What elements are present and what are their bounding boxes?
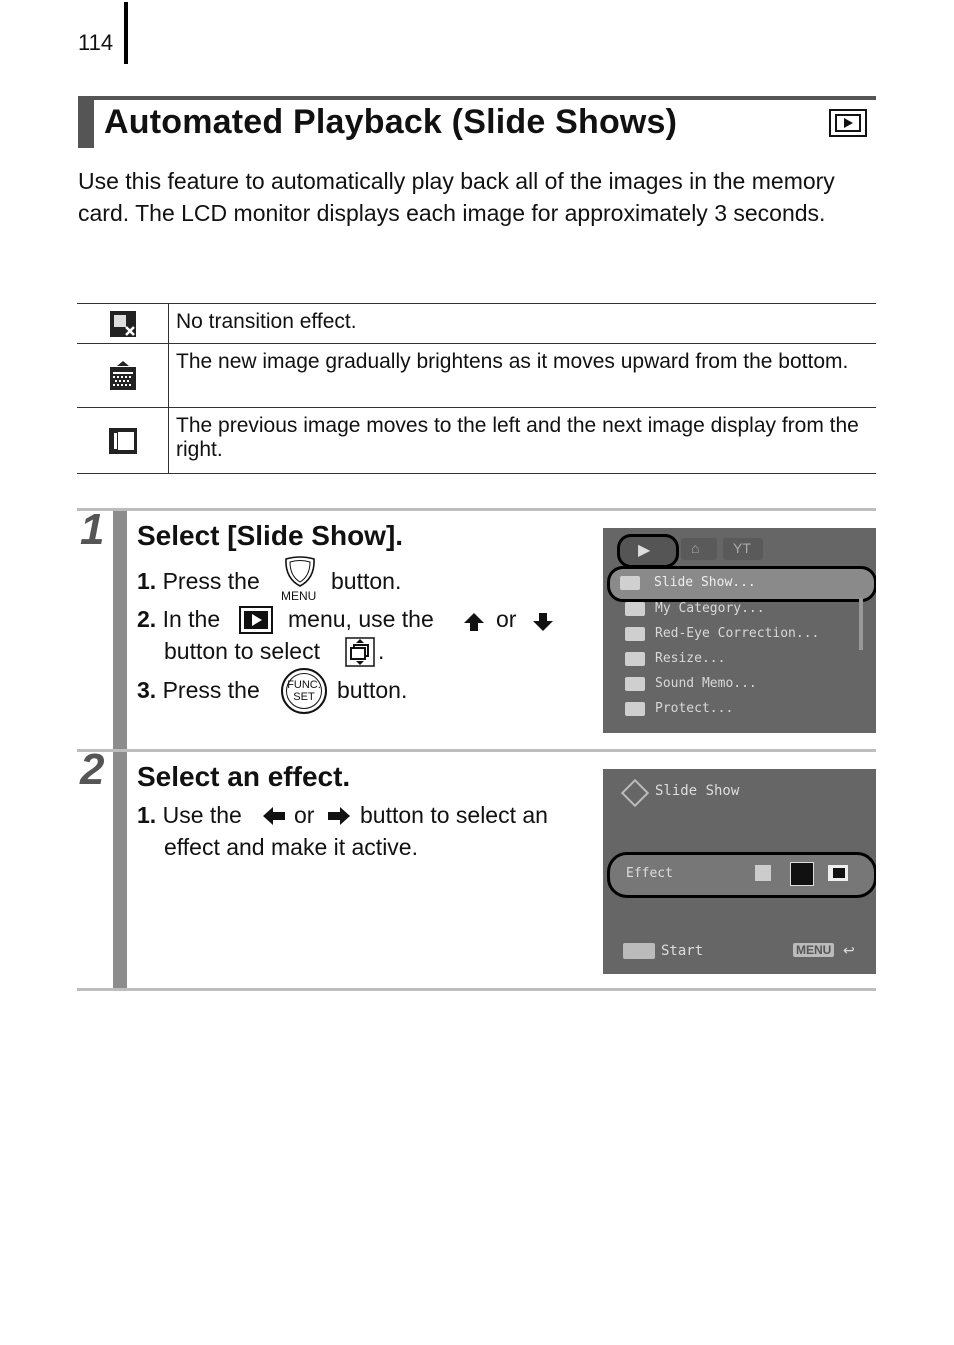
slide-show-screen <box>603 769 876 974</box>
step-text: or <box>294 802 315 828</box>
menu-item-protect[interactable] <box>621 698 857 720</box>
start-label: Start <box>661 943 704 959</box>
menu-item-my-category[interactable] <box>621 598 857 620</box>
step-text: button to select <box>164 638 320 664</box>
tab-playback <box>617 534 679 568</box>
step-number: 1. <box>137 568 157 594</box>
slide-show-icon <box>345 637 375 667</box>
tab-print <box>681 538 717 560</box>
right-arrow-icon <box>327 806 351 826</box>
step-2-line-1 <box>137 802 242 829</box>
header-marker <box>78 100 94 148</box>
set-label: SET <box>293 691 315 703</box>
step-2-top-rule <box>77 749 876 752</box>
no-transition-icon <box>109 310 137 338</box>
playback-mode-icon <box>829 109 867 137</box>
menu-item-label: Protect... <box>655 701 734 716</box>
menu-item-resize[interactable] <box>621 648 857 670</box>
menu-scrollbar[interactable] <box>859 598 863 650</box>
page-number: 114 <box>78 30 114 55</box>
effect-description: The previous image moves to the left and the next image display from the right. <box>169 408 877 474</box>
effect-label: Effect <box>626 866 673 881</box>
menu-item-label: Resize... <box>655 651 726 666</box>
fade-option-icon[interactable] <box>790 862 814 886</box>
step-2-heading: Select an effect. <box>137 761 351 792</box>
step-1-number: 1 <box>80 505 105 554</box>
screen-title: Slide Show <box>655 783 740 799</box>
step-1-top-rule <box>77 508 876 511</box>
page-number-bar <box>124 2 128 64</box>
effect-description: The new image gradually brightens as it moves upward from the bottom. <box>169 344 877 408</box>
tab-label: ▶ <box>638 542 651 559</box>
header-rule <box>78 96 876 100</box>
step-number: 3. <box>137 677 157 703</box>
effect-row <box>77 344 876 408</box>
step-2-bottom-rule <box>77 988 876 991</box>
page-title: Automated Playback (Slide Shows) <box>104 103 678 141</box>
up-arrow-icon <box>463 612 485 632</box>
step-text: . <box>378 638 385 664</box>
tab-label: YT <box>733 540 751 556</box>
effects-table <box>77 303 876 474</box>
camera-menu-screen <box>603 528 876 733</box>
step-number: 2. <box>137 606 157 632</box>
red-eye-icon <box>625 627 645 641</box>
return-icon: ↩ <box>843 942 855 958</box>
menu-button-icon <box>283 556 317 588</box>
func-set-button-icon <box>281 668 327 714</box>
resize-icon <box>625 652 645 666</box>
step-text: effect and make it active. <box>164 834 418 860</box>
step-text: button to select an <box>360 802 548 828</box>
fade-up-transition-icon <box>109 361 137 391</box>
step-2-bar <box>113 752 127 988</box>
effect-icon-cell <box>77 304 169 344</box>
step-text: In the <box>162 606 221 632</box>
slide-show-item-icon <box>620 576 640 590</box>
menu-item-red-eye[interactable] <box>621 623 857 645</box>
menu-item-label: Slide Show... <box>654 575 756 590</box>
menu-item-label: Red-Eye Correction... <box>655 626 820 641</box>
category-icon <box>625 602 645 616</box>
menu-item-label: Sound Memo... <box>655 676 757 691</box>
step-text: Press the <box>162 568 260 594</box>
playback-menu-icon <box>239 606 273 634</box>
func-label: FUNC. <box>287 679 321 691</box>
step-1-heading: Select [Slide Show]. <box>137 520 404 551</box>
step-text: button. <box>337 677 408 703</box>
effect-icon-cell <box>77 408 169 474</box>
step-1-line-1 <box>137 568 260 595</box>
step-text: Use the <box>162 802 242 828</box>
effect-description: No transition effect. <box>169 304 877 344</box>
effect-icon-cell <box>77 344 169 408</box>
tab-setup <box>723 538 763 560</box>
slide-show-screen-icon <box>621 779 649 807</box>
no-transition-option-icon[interactable] <box>755 865 771 881</box>
down-arrow-icon <box>532 612 554 632</box>
step-2-number: 2 <box>80 745 105 794</box>
menu-item-sound-memo[interactable] <box>621 673 857 695</box>
sound-memo-icon <box>625 677 645 691</box>
step-text: menu, use the <box>288 606 434 632</box>
menu-button-label: MENU <box>281 589 317 603</box>
step-text: or <box>496 606 517 632</box>
step-number: 1. <box>137 802 157 828</box>
effect-setting-row[interactable] <box>607 852 876 898</box>
step-1-line-3 <box>137 677 260 704</box>
step-1-line-2 <box>137 606 220 633</box>
menu-item-label: My Category... <box>655 601 765 616</box>
step-text: Press the <box>162 677 260 703</box>
func-set-hint-icon <box>623 943 655 959</box>
effect-row <box>77 408 876 474</box>
menu-hint-icon: MENU <box>793 943 834 957</box>
step-1-bar <box>113 511 127 749</box>
step-text: button. <box>331 568 402 594</box>
effect-row <box>77 304 876 344</box>
slide-left-transition-icon <box>108 427 138 455</box>
left-arrow-icon <box>262 806 286 826</box>
tab-label: ⌂ <box>691 540 700 556</box>
intro-paragraph: Use this feature to automatically play back all of the images in the memory card. The LCD monitor displays each image for approximately 3 seconds. <box>78 168 835 226</box>
menu-item-slide-show[interactable] <box>607 566 876 602</box>
protect-icon <box>625 702 645 716</box>
slide-option-icon[interactable] <box>828 865 848 881</box>
